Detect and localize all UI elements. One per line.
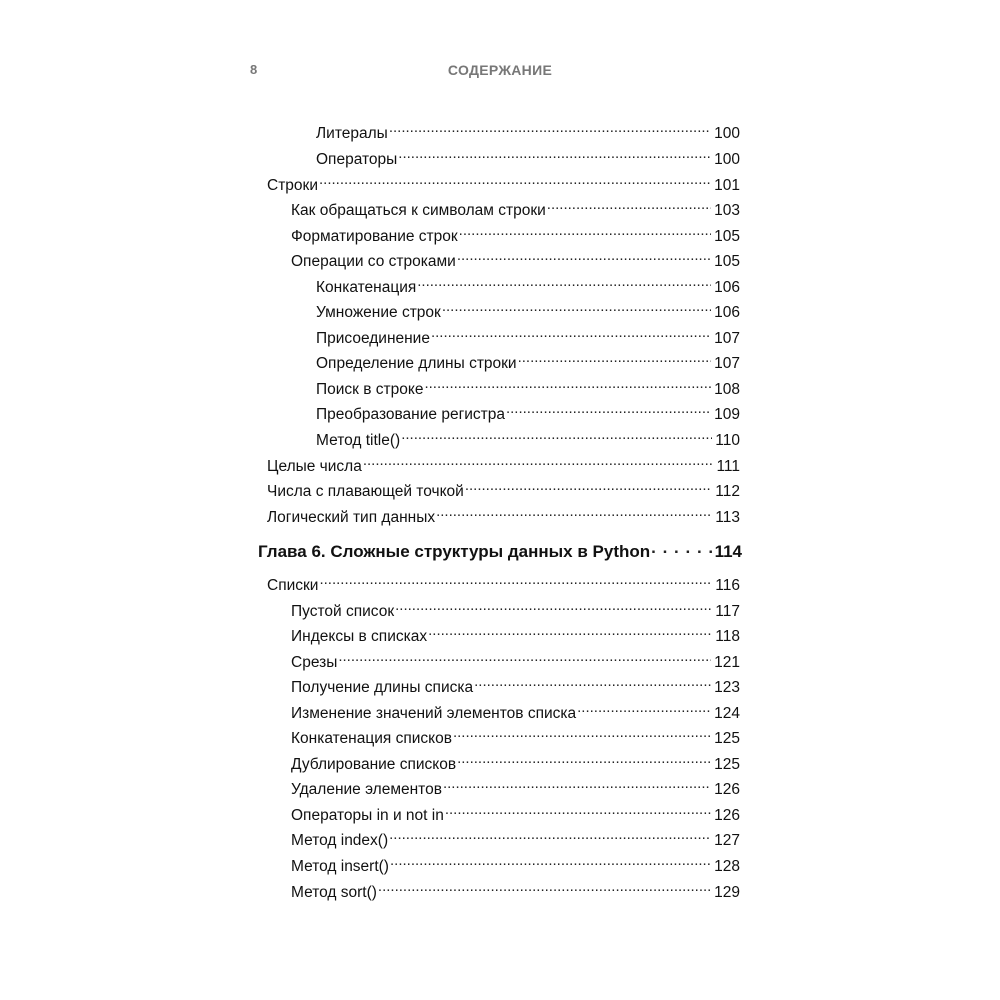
toc-entry-title: Метод index() (291, 832, 389, 849)
toc-entry-title: Конкатенация (316, 279, 417, 296)
dot-leader (390, 851, 711, 871)
toc-entry-title: Присоединение (316, 330, 430, 347)
toc-entry-title: Метод title() (316, 432, 401, 449)
toc-entry (267, 502, 740, 526)
toc-entry (267, 476, 740, 500)
toc-chapter-heading (258, 537, 742, 561)
toc-entry-page: 121 (714, 654, 740, 671)
toc-entry-page: 126 (714, 781, 740, 798)
dot-leader (428, 621, 712, 641)
toc-entry-title: Индексы в списках (291, 628, 428, 645)
toc-entry-title: Умножение строк (316, 304, 441, 321)
dot-leader (577, 698, 711, 718)
toc-entry-page: 101 (714, 177, 740, 194)
toc-entry (316, 272, 740, 296)
toc-entry-title: Логический тип данных (267, 509, 436, 526)
toc-entry-page: 103 (714, 202, 740, 219)
dot-leader (465, 476, 712, 496)
toc-entry (267, 451, 740, 475)
dot-leader (363, 451, 714, 471)
toc-entry (316, 144, 740, 168)
dot-leader (457, 246, 711, 266)
toc-entry (291, 621, 740, 645)
toc-entry-title: Преобразование регистра (316, 406, 505, 423)
running-head: СОДЕРЖАНИЕ (447, 62, 553, 78)
toc-entry (291, 851, 740, 875)
dot-leader (445, 800, 711, 820)
toc-entry (291, 246, 740, 270)
dot-leader (424, 374, 711, 394)
toc-entry-title: Операции со строками (291, 253, 456, 270)
dot-leader (417, 272, 711, 292)
toc-entry-title: Операторы in и not in (291, 807, 444, 824)
toc-entry-title: Пустой список (291, 603, 395, 620)
toc-entry-page: 123 (714, 679, 740, 696)
dot-leader (436, 502, 712, 522)
toc-entry (291, 647, 740, 671)
toc-entry-title: Списки (267, 577, 319, 594)
toc-entry-page: 107 (714, 355, 740, 372)
toc-entry (291, 877, 740, 901)
toc-entry (291, 221, 740, 245)
toc-entry (291, 723, 740, 747)
dot-leader (453, 723, 711, 743)
toc-entry-page: 105 (714, 228, 740, 245)
dot-leader (459, 221, 711, 241)
toc-entry-page: 110 (715, 432, 740, 449)
toc-entry (267, 170, 740, 194)
toc-entry-title: Глава 6. Сложные структуры данных в Python (258, 542, 651, 561)
toc-entry-title: Операторы (316, 151, 398, 168)
toc-entry (291, 774, 740, 798)
toc-entry-title: Дублирование списков (291, 756, 457, 773)
dot-leader (395, 596, 712, 616)
toc-entry-title: Получение длины списка (291, 679, 474, 696)
toc-entry-page: 113 (715, 509, 740, 526)
toc-entry (316, 374, 740, 398)
toc-entry-title: Поиск в строке (316, 381, 424, 398)
toc-entry-title: Метод insert() (291, 858, 389, 875)
toc-entry-page: 117 (715, 603, 740, 620)
toc-entry-page: 118 (715, 628, 740, 645)
toc-entry (291, 825, 740, 849)
toc-entry-title: Форматирование строк (291, 228, 458, 245)
toc-entry (316, 425, 740, 449)
toc-entry-title: Срезы (291, 654, 338, 671)
toc-entry-page: 106 (714, 279, 740, 296)
toc-entry-page: 114 (714, 542, 742, 561)
toc-entry (316, 297, 740, 321)
toc-entry-page: 127 (714, 832, 740, 849)
toc-entry (316, 323, 740, 347)
toc-entry (316, 399, 740, 423)
dot-leader (389, 118, 711, 138)
toc-entry-title: Удаление элементов (291, 781, 442, 798)
toc-entry-page: 109 (714, 406, 740, 423)
dot-leader (457, 749, 711, 769)
dot-leader (389, 825, 711, 845)
toc-entry-page: 108 (714, 381, 740, 398)
toc-entry-title: Строки (267, 177, 318, 194)
toc-entry (291, 800, 740, 824)
toc-entry-title: Целые числа (267, 458, 362, 475)
toc-entry (291, 596, 740, 620)
toc-entry-title: Как обращаться к символам строки (291, 202, 546, 219)
dot-leader (338, 647, 711, 667)
toc-entry (267, 570, 740, 594)
toc-entry-title: Изменение значений элементов списка (291, 705, 577, 722)
toc-entry (316, 348, 740, 372)
toc-entry-page: 125 (714, 730, 740, 747)
dot-leader (319, 570, 712, 590)
toc-entry-page: 100 (714, 151, 740, 168)
dot-leader (506, 399, 711, 419)
toc-entry-title: Определение длины строки (316, 355, 517, 372)
toc-entry-page: 100 (714, 125, 740, 142)
toc-entry (291, 672, 740, 696)
toc-entry (291, 698, 740, 722)
toc-entry-page: 126 (714, 807, 740, 824)
toc-entry-page: 116 (715, 577, 740, 594)
dot-leader (401, 425, 712, 445)
toc-entry-title: Метод sort() (291, 884, 377, 901)
toc-entry (291, 195, 740, 219)
toc-entry-title: Конкатенация списков (291, 730, 452, 747)
dot-leader (651, 537, 711, 557)
toc-entry-page: 107 (714, 330, 740, 347)
page-number: 8 (250, 62, 258, 77)
dot-leader (398, 144, 711, 164)
toc-entry-page: 112 (715, 483, 740, 500)
toc-entry-page: 128 (714, 858, 740, 875)
dot-leader (319, 170, 711, 190)
toc-entry-title: Литералы (316, 125, 388, 142)
toc-entry-page: 111 (716, 458, 740, 475)
toc-entry-page: 105 (714, 253, 740, 270)
toc-entry-page: 125 (714, 756, 740, 773)
dot-leader (547, 195, 711, 215)
dot-leader (442, 297, 711, 317)
toc-entry-title: Числа с плавающей точкой (267, 483, 464, 500)
toc-entry (291, 749, 740, 773)
dot-leader (378, 877, 711, 897)
dot-leader (443, 774, 711, 794)
toc-entry-page: 106 (714, 304, 740, 321)
toc-entry-page: 124 (714, 705, 740, 722)
toc-entry-page: 129 (714, 884, 740, 901)
dot-leader (518, 348, 712, 368)
toc-entry (316, 118, 740, 142)
dot-leader (431, 323, 711, 343)
dot-leader (474, 672, 711, 692)
